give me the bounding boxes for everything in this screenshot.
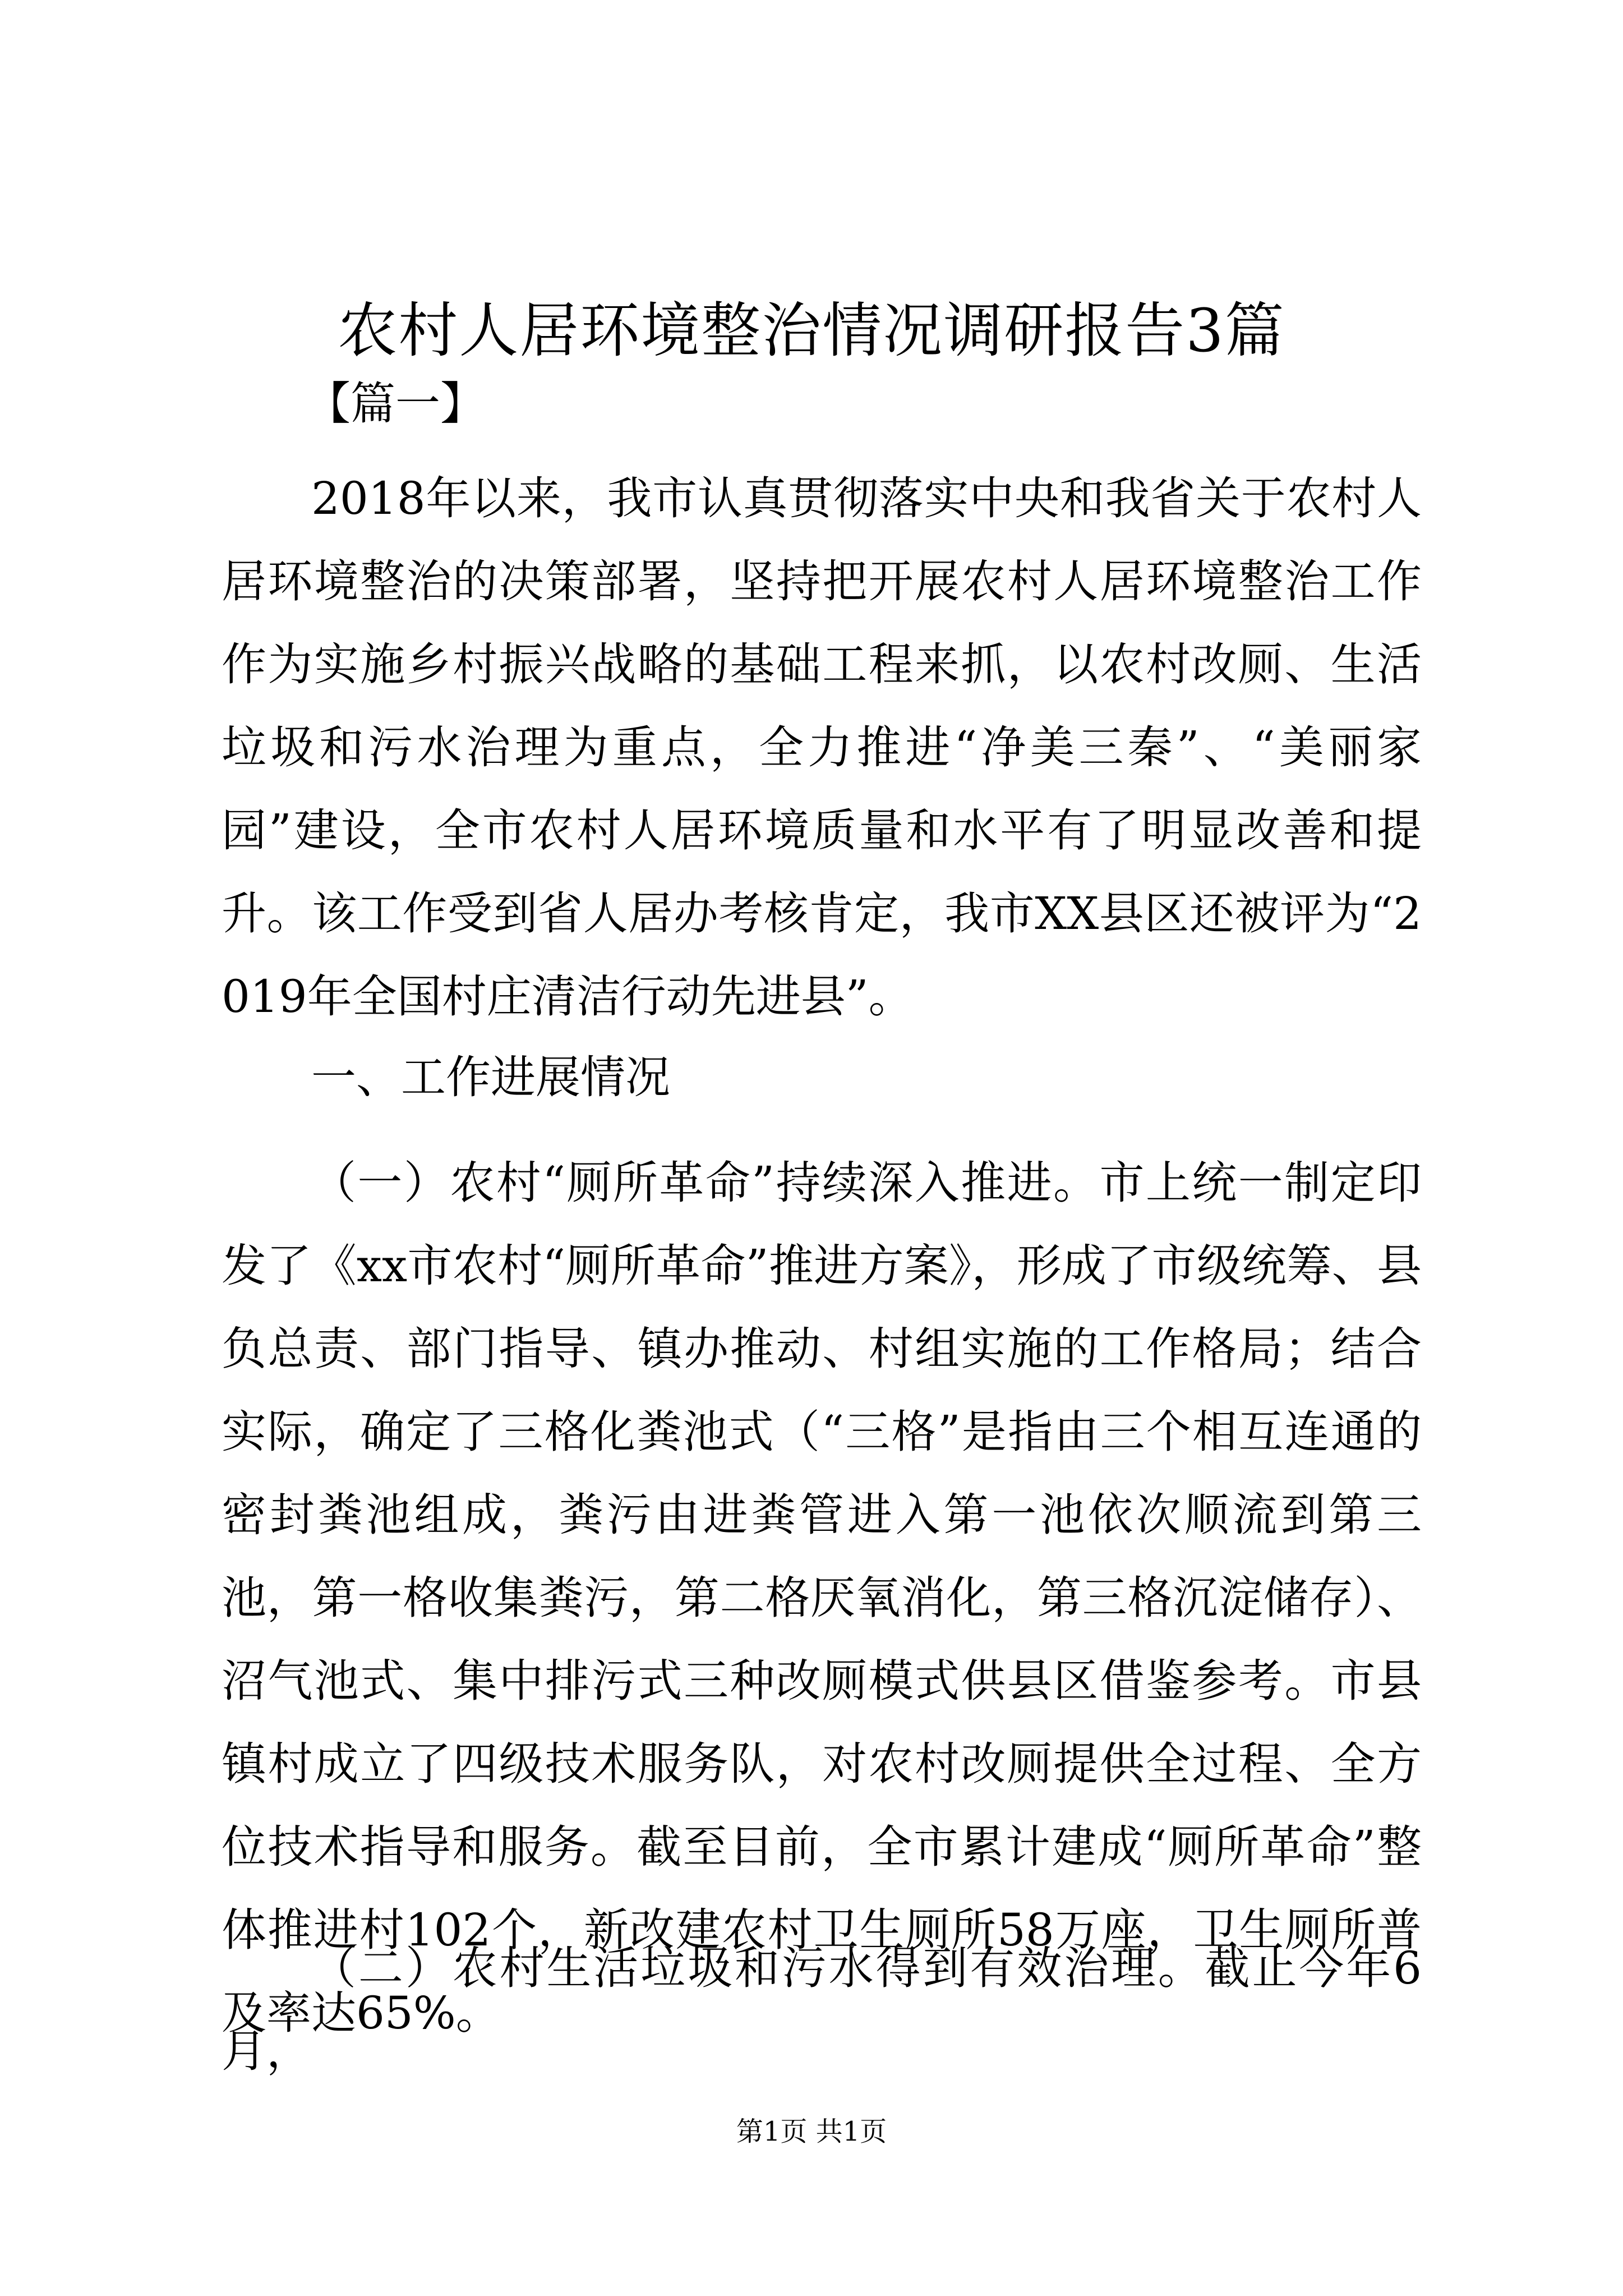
intro-paragraph-block (222, 457, 1422, 1038)
item-two-block (222, 1927, 1422, 2093)
section-label: 【篇一】 (306, 378, 485, 430)
paragraph-garbage-sewage: （二）农村生活垃圾和污水得到有效治理。截止今年6月， (222, 1942, 1422, 2077)
item-one-block (222, 1142, 1422, 2055)
document-title: 农村人居环境整治情况调研报告3篇 (338, 296, 1285, 365)
intro-paragraph: 2018年以来，我市认真贯彻落实中央和我省关于农村人居环境整治的决策部署，坚持把开展农村人居环境整治工作作为实施乡村振兴战略的基础工程来抓，以农村改厕、生活垃圾和污水治理为重点，全力推进“净美三秦”、“美丽家园”建设，全市农村人居环境质量和水平有了明显改善和提升。该工作受到省人居办考核肯定，我市XX县区还被评为“2019年全国村庄清洁行动先进县”。 (222, 472, 1422, 1023)
heading-block (222, 1036, 1422, 1119)
section-heading-work-progress: 一、工作进展情况 (311, 1051, 670, 1103)
paragraph-toilet-revolution: （一）农村“厕所革命”持续深入推进。市上统一制定印发了《xx市农村“厕所革命”推进方案》，形成了市级统筹、县负总责、部门指导、镇办推动、村组实施的工作格局；结合实际，确定了三格化粪池式（“三格”是指由三个相互连通的密封粪池组成，粪污由进粪管进入第一池依次顺流到第三池，第一格收集粪污，第二格厌氧消化，第三格沉淀储存）、沼气池式、集中排污式三种改厕模式供县区借鉴参考。市县镇村成立了四级技术服务队，对农村改厕提供全过程、全方位技术指导和服务。截至目前，全市累计建成“厕所革命”整体推进村102个，新改建农村卫生厕所58万座，卫生厕所普及率达65%。 (222, 1157, 1422, 2039)
page-footer: 第1页 共1页 (736, 2116, 887, 2147)
